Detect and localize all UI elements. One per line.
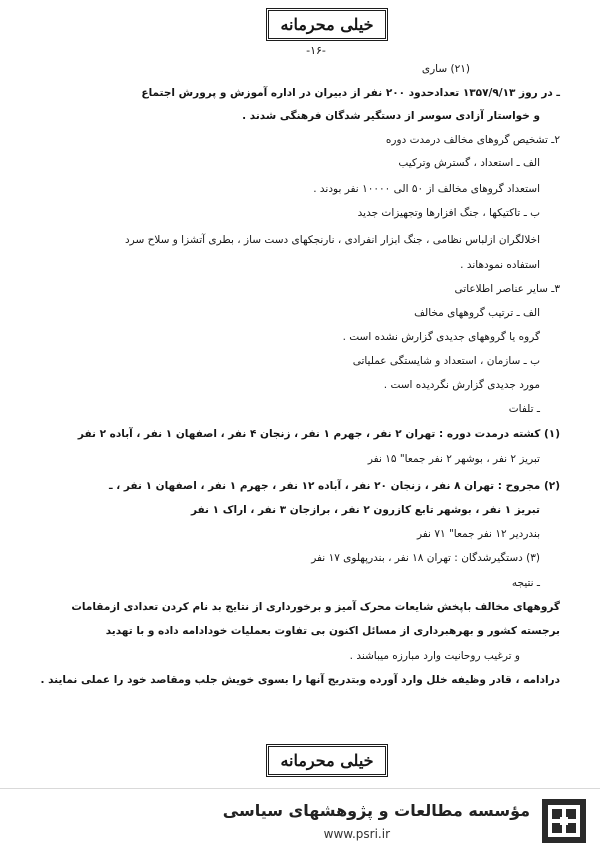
institute-url[interactable]: www.psri.ir [323, 827, 390, 841]
doc-line: گروه یا گروههای جدیدی گزارش نشده است . [342, 331, 540, 343]
institute-logo-icon [542, 799, 586, 843]
doc-line: استعداد گروهای مخالف از ۵۰ الی ۱۰۰۰۰ نفر بودند . [313, 183, 540, 195]
doc-line: ـ نتیجه [511, 577, 540, 589]
doc-line: بندردیر ۱۲ نفر جمعا" ۷۱ نفر [416, 528, 540, 540]
doc-line: الف ـ استعداد ، گسترش وترکیب [398, 157, 540, 169]
doc-line: استفاده نمودهاند . [460, 259, 540, 271]
doc-line: ۲ـ تشخیص گروهای مخالف درمدت دوره [385, 134, 560, 146]
doc-line: اخلالگران ازلباس نظامی ، جنگ ابزار انفرادی ، نارنجکهای دست ساز ، بطری آتشزا و سلاح سرد [124, 234, 540, 246]
doc-line: مورد جدیدی گزارش نگردیده است . [383, 379, 540, 391]
page-number: -۱۶- [306, 44, 326, 57]
doc-line: ـ در روز ۱۳۵۷/۹/۱۳ تعدادحدود ۲۰۰ نفر از دبیران در اداره آموزش و پرورش اجتماع [141, 87, 560, 99]
doc-line: گروههای مخالف باپخش شایعات محرک آمیز و برخورداری از نتایج بد نام کردن تعدادی ازمقامات [71, 601, 560, 613]
footer-banner [0, 788, 600, 854]
doc-line: (۲۱) ساری [421, 63, 470, 75]
doc-line: ۳ـ سایر عناصر اطلاعاتی [454, 283, 560, 295]
doc-line: (۱) کشته درمدت دوره : تهران ۲ نفر ، جهرم ۱ نفر ، زنجان ۴ نفر ، اصفهان ۱ نفر ، آباده ۲ نفر [77, 428, 560, 440]
doc-line: ـ تلفات [508, 403, 540, 415]
doc-line: الف ـ ترتیب گروههای مخالف [414, 307, 540, 319]
doc-line: و خواستار آزادی سوسر از دستگیر شدگان فرهنگی شدند . [242, 110, 540, 122]
doc-line: ب ـ تاکتیکها ، جنگ افزارها وتجهیزات جدید [357, 207, 540, 219]
doc-line: (۲) مجروح : تهران ۸ نفر ، زنجان ۲۰ نفر ، آباده ۱۲ نفر ، جهرم ۱ نفر ، اصفهان ۱ نفر ، ـ [109, 480, 560, 492]
classification-stamp-bottom: خیلی محرمانه [266, 744, 388, 777]
doc-line: (۳) دستگیرشدگان : تهران ۱۸ نفر ، بندرپهلوی ۱۷ نفر [311, 552, 540, 564]
doc-line: و ترغیب روحانیت وارد مبارزه میباشند . [349, 650, 520, 662]
doc-line: تبریز ۱ نفر ، بوشهر تابع کازرون ۲ نفر ، برازجان ۳ نفر ، اراک ۱ نفر [190, 504, 540, 516]
doc-line: درادامه ، قادر وظیفه خلل وارد آورده وبتدریج آنها را بسوی خویش جلب ومقاصد خود را عملی نمایند . [40, 674, 560, 686]
doc-line: برجسته کشور و بهرهبرداری از مسائل اکنون بی تفاوت بعملیات خودادامه داده و با تهدید [105, 625, 560, 637]
classification-stamp-top: خیلی محرمانه [266, 8, 388, 41]
doc-line: ب ـ سازمان ، استعداد و شایستگی عملیاتی [352, 355, 540, 367]
doc-line: تبریز ۲ نفر ، بوشهر ۲ نفر جمعا" ۱۵ نفر [367, 453, 540, 465]
institute-name: مؤسسه مطالعات و پژوهشهای سیاسی [222, 801, 530, 820]
